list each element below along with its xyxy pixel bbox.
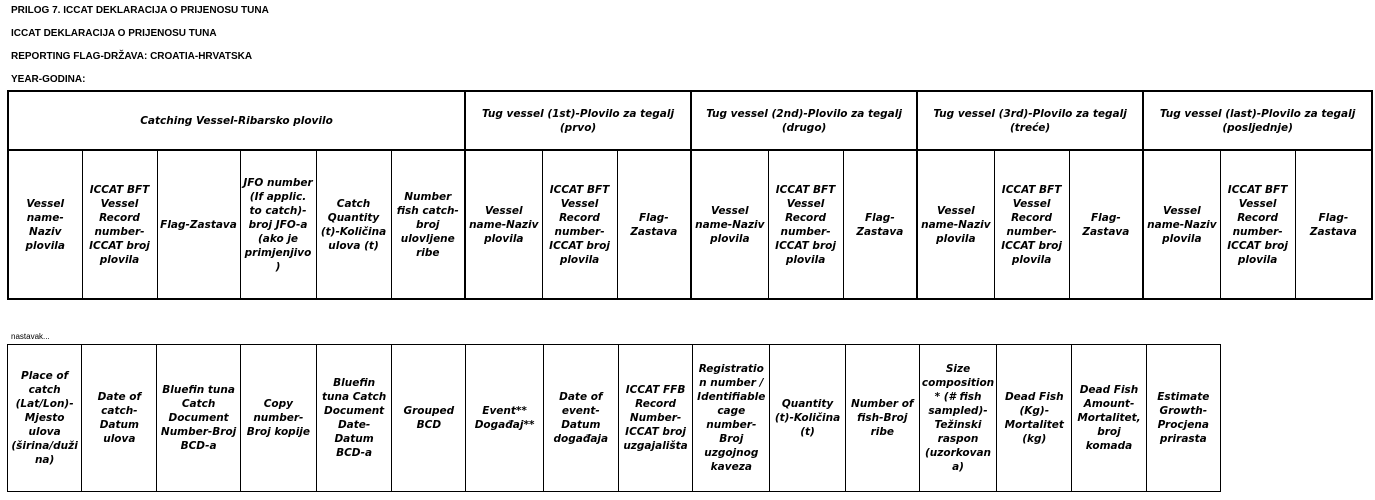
col-copy-number: Copy number-Broj kopije: [240, 345, 316, 492]
col-tug3-flag: Flag-Zastava: [1069, 150, 1143, 299]
transfer-details-table: [7, 344, 1221, 492]
col-size-composition: Size composition* (# fish sampled)-Težinski raspon (uzorkovana): [919, 345, 996, 492]
col-number-fish-catch: Number fish catch-broj ulovljene ribe: [391, 150, 465, 299]
col-tug3-vessel-name: Vessel name-Naziv plovila: [917, 150, 994, 299]
col-bcd-number: Bluefin tuna Catch Document Number-Broj BCD-a: [157, 345, 240, 492]
reporting-flag: REPORTING FLAG-DRŽAVA: CROATIA-HRVATSKA: [11, 51, 253, 62]
col-tuglast-vessel-name: Vessel name-Naziv plovila: [1143, 150, 1220, 299]
col-tuglast-iccat-record: ICCAT BFT Vessel Record number-ICCAT broj plovila: [1220, 150, 1295, 299]
group-tug-vessel-3rd: Tug vessel (3rd)-Plovilo za tegalj (treće): [917, 91, 1143, 150]
continuation-note: nastavak...: [11, 332, 50, 341]
col-bcd-date: Bluefin tuna Catch Document Date-Datum BCD-a: [316, 345, 391, 492]
declaration-title: ICCAT DEKLARACIJA O PRIJENOSU TUNA: [11, 28, 217, 39]
col-tuglast-flag: Flag-Zastava: [1295, 150, 1372, 299]
col-grouped-bcd: Grouped BCD: [392, 345, 466, 492]
col-dead-fish-kg: Dead Fish (Kg)-Mortalitet (kg): [997, 345, 1072, 492]
col-number-of-fish: Number of fish-Broj ribe: [845, 345, 919, 492]
col-event: Event** Događaj**: [466, 345, 543, 492]
group-tug-vessel-last: Tug vessel (last)-Plovilo za tegalj (posljednje): [1143, 91, 1372, 150]
col-date-of-event: Date of event-Datum događaja: [543, 345, 618, 492]
annex-title: PRILOG 7. ICCAT DEKLARACIJA O PRIJENOSU TUNA: [11, 5, 269, 16]
col-quantity: Quantity (t)-Količina (t): [770, 345, 845, 492]
col-jfo-number: JFO number (If applic. to catch)-broj JFO-a (ako je primjenjivo): [240, 150, 316, 299]
col-tug3-iccat-record: ICCAT BFT Vessel Record number-ICCAT broj plovila: [994, 150, 1069, 299]
col-tug1-vessel-name: Vessel name-Naziv plovila: [465, 150, 542, 299]
year-label: YEAR-GODINA:: [11, 74, 86, 85]
group-catching-vessel: Catching Vessel-Ribarsko plovilo: [8, 91, 465, 150]
col-estimate-growth: Estimate Growth-Procjena prirasta: [1146, 345, 1220, 492]
col-iccat-ffb-record: ICCAT FFB Record Number-ICCAT broj uzgajališta: [618, 345, 692, 492]
col-flag: Flag-Zastava: [157, 150, 240, 299]
col-iccat-bft-record: ICCAT BFT Vessel Record number-ICCAT broj plovila: [82, 150, 157, 299]
vessel-table: [7, 90, 1373, 300]
col-catch-quantity: Catch Quantity (t)-Količina ulova (t): [316, 150, 391, 299]
col-cage-number: Registration number / Identifiable cage number-Broj uzgojnog kaveza: [693, 345, 770, 492]
col-tug2-flag: Flag-Zastava: [843, 150, 917, 299]
col-place-of-catch: Place of catch (Lat/Lon)-Mjesto ulova (širina/dužina): [8, 345, 82, 492]
col-tug1-iccat-record: ICCAT BFT Vessel Record number-ICCAT broj plovila: [542, 150, 617, 299]
col-tug1-flag: Flag-Zastava: [617, 150, 691, 299]
col-tug2-iccat-record: ICCAT BFT Vessel Record number-ICCAT broj plovila: [768, 150, 843, 299]
col-date-of-catch: Date of catch-Datum ulova: [82, 345, 157, 492]
col-vessel-name: Vessel name-Naziv plovila: [8, 150, 82, 299]
group-tug-vessel-1st: Tug vessel (1st)-Plovilo za tegalj (prvo): [465, 91, 691, 150]
group-tug-vessel-2nd: Tug vessel (2nd)-Plovilo za tegalj (drugo): [691, 91, 917, 150]
col-tug2-vessel-name: Vessel name-Naziv plovila: [691, 150, 768, 299]
col-dead-fish-amount: Dead Fish Amount-Mortalitet, broj komada: [1072, 345, 1146, 492]
